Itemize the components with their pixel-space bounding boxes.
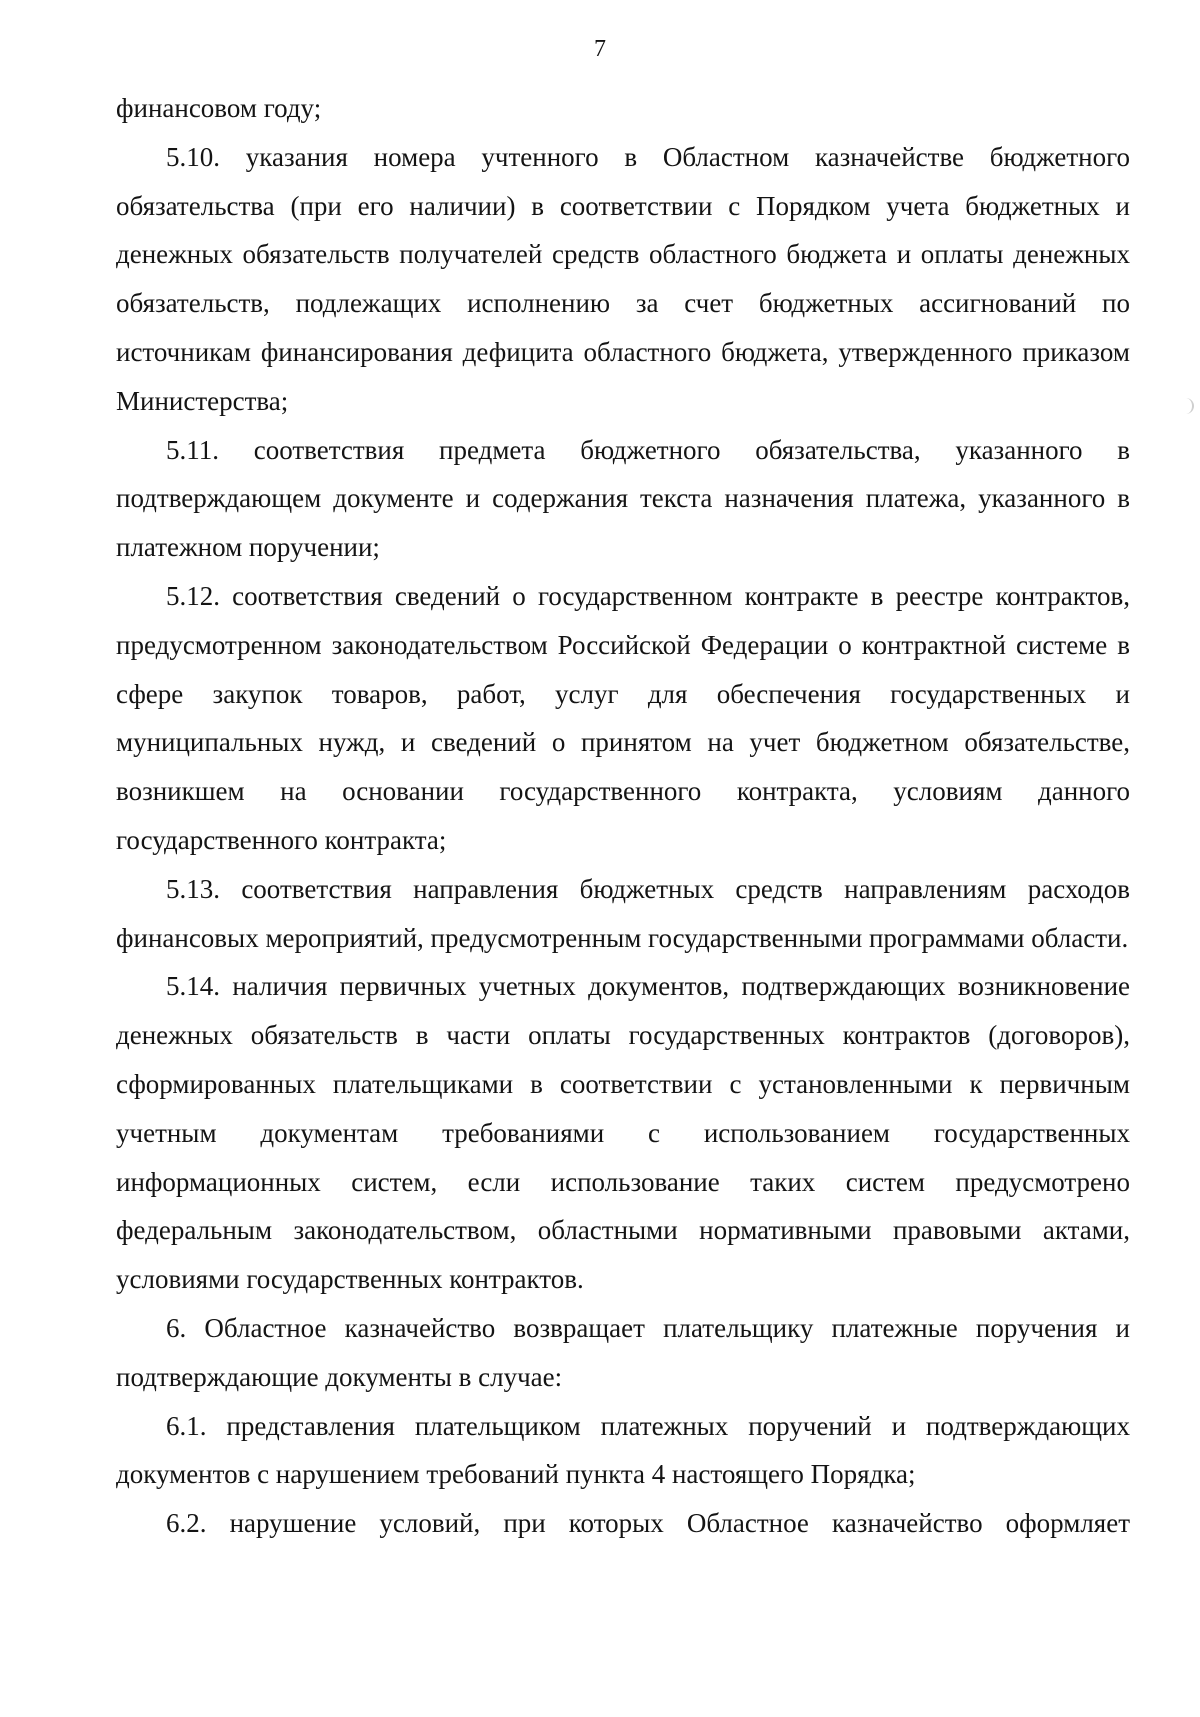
paragraph-5-14: 5.14. наличия первичных учетных документов, подтверждающих возникновение денежных обязательств в части оплаты государственных контрактов (договоров), сформированных плательщиками в соответствии с установленными к первичным учетным документам требованиями с использованием государственных информационных систем, если использование таких систем предусмотрено федеральным законодательством, областными нормативными правовыми актами, условиями государственных контрактов. xyxy=(116,971,1130,1295)
document-body xyxy=(116,84,1130,1548)
scan-edge-mark xyxy=(1182,398,1194,414)
paragraph-6-2: 6.2. нарушение условий, при которых Областное казначейство оформляет xyxy=(166,1508,1130,1539)
paragraph-6: 6. Областное казначейство возвращает плательщику платежные поручения и подтверждающие документы в случае: xyxy=(116,1312,1130,1392)
paragraph-5-13: 5.13. соответствия направления бюджетных средств направлениям расходов финансовых мероприятий, предусмотренным государственными программами области. xyxy=(116,873,1130,953)
paragraph-continuation: финансовом году; xyxy=(116,93,322,123)
paragraph-5-10: 5.10. указания номера учтенного в Областном казначействе бюджетного обязательства (при его наличии) в соответствии с Порядком учета бюджетных и денежных обязательств получателей средств областного бюджета и оплаты денежных обязательств, подлежащих исполнению за счет бюджетных ассигнований по источникам финансирования дефицита областного бюджета, утвержденного приказом Министерства; xyxy=(116,141,1130,416)
paragraph-5-11: 5.11. соответствия предмета бюджетного обязательства, указанного в подтверждающем документе и содержания текста назначения платежа, указанного в платежном поручении; xyxy=(116,434,1130,563)
paragraph-5-12: 5.12. соответствия сведений о государственном контракте в реестре контрактов, предусмотренном законодательством Российской Федерации о контрактной системе в сфере закупок товаров, работ, услуг для обеспечения государственных и муниципальных нужд, и сведений о принятом на учет бюджетном обязательстве, возникшем на основании государственного контракта, условиям данного государственного контракта; xyxy=(116,580,1130,855)
page-number: 7 xyxy=(594,36,606,62)
paragraph-6-1: 6.1. представления плательщиком платежных поручений и подтверждающих документов с нарушением требований пункта 4 настоящего Порядка; xyxy=(116,1410,1130,1490)
